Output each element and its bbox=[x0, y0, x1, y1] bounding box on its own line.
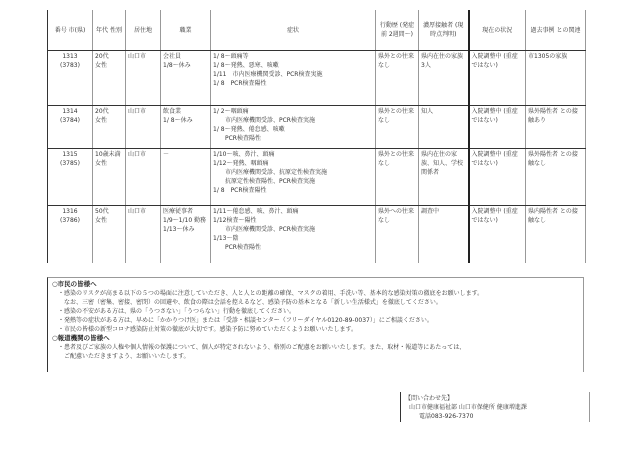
symptom-line: 1/12～発熱、咽頭痛 bbox=[213, 160, 269, 167]
symptom-line: 1/ 8 PCR検査陽性 bbox=[213, 187, 267, 194]
citizens-heading: ○市民の皆様へ bbox=[52, 280, 97, 288]
job: 会社員 bbox=[163, 53, 182, 60]
header-job: 職業 bbox=[161, 10, 211, 51]
contact-dept: 山口市健康福祉部 山口市保健所 健康増進課 bbox=[409, 404, 527, 411]
table-row bbox=[48, 149, 586, 206]
age: 50代 bbox=[95, 208, 109, 215]
pref-number: (3786) bbox=[60, 217, 80, 224]
citizen-note: なお、三密（密集、密接、密閉）の回避や、飲食の際は会話を控えるなど、感染予防の基本となる「新しい生活様式」を徹底してください。 bbox=[58, 299, 442, 306]
symptom-line: 1/ 2～咽頭痛 bbox=[213, 108, 249, 115]
case-number: 1316 bbox=[62, 208, 78, 215]
contact-box bbox=[400, 392, 590, 422]
contact-title: 【問い合わせ先】 bbox=[405, 395, 454, 402]
case-number: 1314 bbox=[62, 108, 78, 115]
citizen-note: ・感染のリスクが高まる以下の５つの場面に注意していただき、人と人との距離の確保、マスクの着用、手洗い等、基本的な感染対策の徹底をお願いします。 bbox=[58, 290, 484, 297]
case-number: 1313 bbox=[62, 53, 78, 60]
contacts: 知人 bbox=[419, 106, 469, 149]
contact-phone: 電話083-926-7370 bbox=[419, 413, 474, 420]
pref-number: (3784) bbox=[60, 117, 80, 124]
header-link: 過去事例 との関連 bbox=[526, 10, 586, 51]
header-contacts: 濃厚接触者 (現時点判明) bbox=[419, 10, 469, 51]
age: 20代 bbox=[95, 53, 109, 60]
header-symptoms: 症状 bbox=[211, 10, 376, 51]
age: 20代 bbox=[95, 108, 109, 115]
symptom-line: 1/ 8～発熱、悪寒、咳嗽 bbox=[213, 62, 279, 69]
notes-box bbox=[47, 277, 584, 372]
header-history: 行動歴 (発症前 2週間～) bbox=[376, 10, 419, 51]
case-number: 1315 bbox=[62, 151, 78, 158]
history: 県外との往来 なし bbox=[376, 149, 419, 206]
residence: 山口市 bbox=[128, 208, 147, 215]
symptom-line: PCR検査陽性 bbox=[213, 135, 261, 142]
status: 入院調整中 (重症ではない) bbox=[469, 149, 526, 206]
header-residence: 居住地 bbox=[126, 10, 161, 51]
symptom-line: 1/ 8～発熱、倦怠感、咳嗽 bbox=[213, 126, 285, 133]
symptom-line: 市内医療機関受診、抗原定性検査実施 bbox=[213, 169, 328, 176]
press-note: ・患者及びご家族の人権や個人情報の保護について、個人が特定されないよう、格別のご配慮をお願いいたします。また、取材・報道等にあたっては、 bbox=[58, 344, 466, 351]
sex: 女性 bbox=[95, 117, 108, 124]
citizen-note: ・発熱等の症状がある方は、早めに「かかりつけ医」または「受診・相談センター（フリーダイヤル0120-89-0037）」にご相談ください。 bbox=[58, 317, 433, 324]
job: 医療従事者 bbox=[163, 208, 194, 215]
header-number: 番号 市(県) bbox=[48, 10, 93, 51]
sex: 女性 bbox=[95, 217, 108, 224]
sex: 女性 bbox=[95, 160, 108, 167]
symptom-line: 1/11～倦怠感、咳、鼻汁、頭痛 bbox=[213, 208, 299, 215]
link: 市1305の家族 bbox=[526, 51, 586, 106]
job-detail: 1/9～1/10 勤務 bbox=[163, 217, 207, 224]
pref-number: (3783) bbox=[60, 62, 80, 69]
link: 県外陽性者 との接触あり bbox=[526, 106, 586, 149]
status: 入院調整中 (重症ではない) bbox=[469, 206, 526, 263]
history: 県外との往来 なし bbox=[376, 51, 419, 106]
link: 県外陽性者 との接触なし bbox=[526, 149, 586, 206]
sex: 女性 bbox=[95, 62, 108, 69]
case-table bbox=[47, 10, 586, 263]
press-note: ご配慮いただきますよう、お願いいたします。 bbox=[58, 353, 190, 360]
link: 県内陽性者 との接触なし bbox=[526, 206, 586, 263]
pref-number: (3785) bbox=[60, 160, 80, 167]
history: 県外との往来 なし bbox=[376, 106, 419, 149]
header-status: 現在の状況 bbox=[469, 10, 526, 51]
symptom-line: 1/10～咳、鼻汁、頭痛 bbox=[213, 151, 275, 158]
job-detail: 1/13～休み bbox=[163, 226, 195, 233]
citizen-note: ・感染の不安がある方は、県の「うつさない」「うつらない」行動を徹底してください。 bbox=[58, 308, 296, 315]
header-age-sex: 年代 性別 bbox=[93, 10, 126, 51]
symptom-line: 1/11 市内医療機関受診、PCR検査実施 bbox=[213, 71, 323, 78]
table-row bbox=[48, 206, 586, 263]
table-header bbox=[48, 10, 586, 51]
press-heading: ○報道機関の皆様へ bbox=[52, 334, 110, 342]
symptom-line: 抗原定性検査陽性、PCR検査実施 bbox=[213, 178, 315, 185]
status: 入院調整中 (重症ではない) bbox=[469, 106, 526, 149]
citizen-note: ・市民の皆様の新型コロナ感染防止対策の徹底が大切です。感染予防に努めていただくようお願いいたします。 bbox=[58, 326, 358, 333]
contacts: 調査中 bbox=[419, 206, 469, 263]
contacts: 県内在住の家族、知人、学校関係者 bbox=[419, 149, 469, 206]
status: 入院調整中 (重症ではない) bbox=[469, 51, 526, 106]
symptom-line: 市内医療機関受診、PCR検査実施 bbox=[213, 117, 315, 124]
contacts: 県内在住の家族 3人 bbox=[419, 51, 469, 106]
age: 10歳未満 bbox=[95, 151, 121, 158]
symptom-line: 1/12検査～陽性 bbox=[213, 217, 257, 224]
symptom-line: 市内医療機関受診、PCR検査実施 bbox=[213, 226, 315, 233]
residence: 山口市 bbox=[128, 53, 147, 60]
job: 飲食業 bbox=[163, 108, 182, 115]
job: － bbox=[163, 151, 170, 158]
job-detail: 1/8～休み bbox=[163, 62, 191, 69]
symptom-line: 1/13～陰 bbox=[213, 235, 239, 242]
symptom-line: 1/ 8 PCR検査陽性 bbox=[213, 80, 267, 87]
residence: 山口市 bbox=[128, 151, 147, 158]
symptom-line: 1/ 8～頭痛等 bbox=[213, 53, 249, 60]
residence: 山口市 bbox=[128, 108, 147, 115]
table-row bbox=[48, 106, 586, 149]
symptom-line: PCR検査陽性 bbox=[213, 244, 261, 251]
job-detail: 1/ 8～休み bbox=[163, 117, 193, 124]
table-row bbox=[48, 51, 586, 106]
history: 県外への往来 なし bbox=[376, 206, 419, 263]
